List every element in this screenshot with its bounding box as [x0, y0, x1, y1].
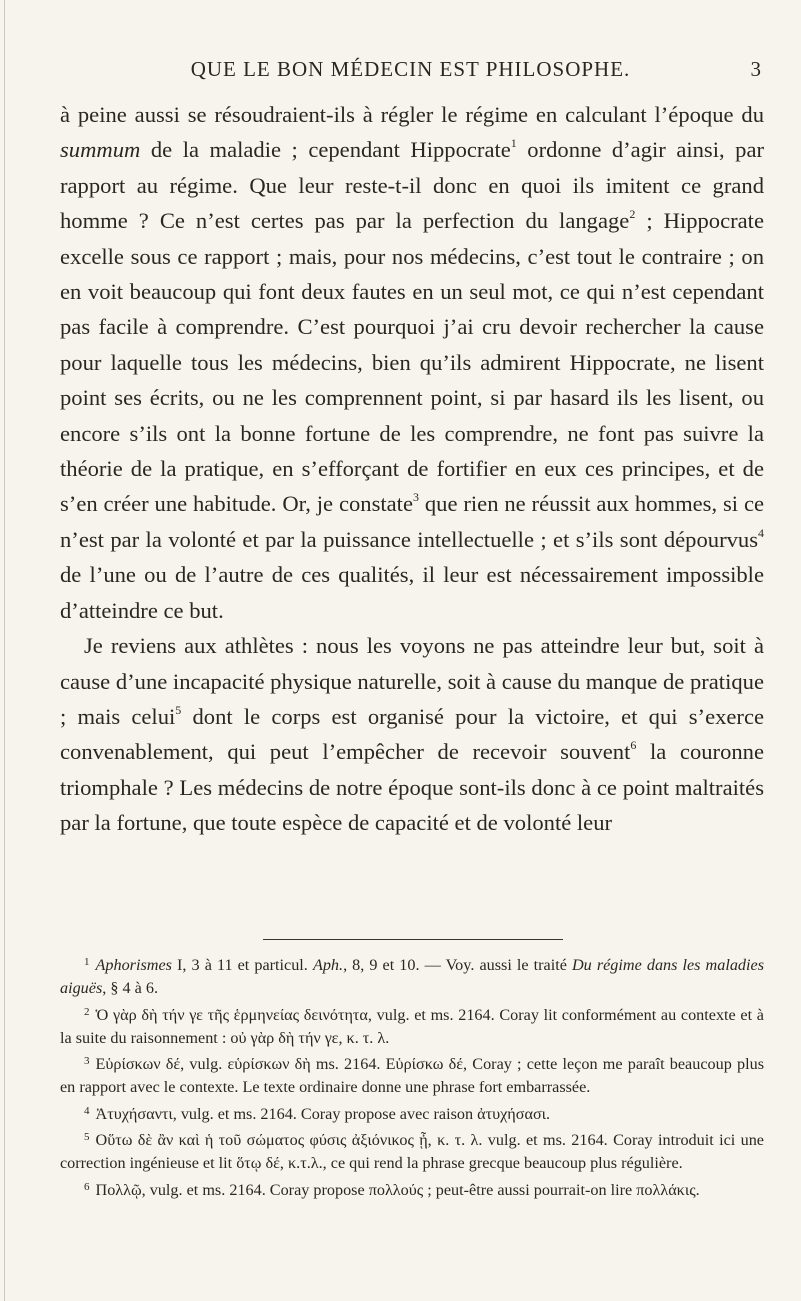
main-text — [60, 97, 764, 841]
paragraph-1 — [60, 97, 764, 628]
text-run: Οὕτω δὲ ἂν καὶ ἡ τοῦ σώματος φύσις ἀξιόνικος ᾖ, κ. τ. λ. vulg. et ms. 2164. Coray introduit ici une correction ingénieuse et lit ὅτῳ δέ, κ.τ.λ., ce qui rend la phrase grecque beaucoup plus régulière. — [60, 1131, 764, 1173]
footnote-ref: 1 — [510, 136, 517, 151]
footnote-ref: 6 — [630, 738, 637, 753]
italic-text: Du régime dans les maladies aiguës — [60, 956, 765, 998]
footnote — [60, 1126, 764, 1176]
footnote-ref: 5 — [175, 702, 182, 717]
text-run: la couronne triomphale ? Les médecins de notre époque sont-ils donc à ce point maltraités par la fortune, que toute espèce de capacité et de volonté leur — [60, 739, 764, 836]
footnote-number: 6 — [84, 1180, 90, 1193]
text-run: , § 4 à 6. — [102, 979, 159, 998]
footnote-number: 1 — [84, 956, 90, 968]
italic-text: summum — [60, 137, 141, 163]
text-run: Εὑρίσκων δέ, vulg. εὑρίσκων δὴ ms. 2164. Εὑρίσκω δέ, Coray ; cette leçon me paraît beaucoup plus en rapport avec le contexte. Le texte ordinaire donne une phrase fort embarrassée. — [60, 1055, 764, 1097]
running-head: QUE LE BON MÉDECIN EST PHILOSOPHE. — [190, 57, 631, 81]
text-run: à peine aussi se résoudraient-ils à régler le régime en calculant l’époque du — [60, 102, 764, 127]
footnote — [60, 1100, 764, 1126]
footnote-ref: 2 — [629, 207, 636, 222]
text-run: Πολλῷ, vulg. et ms. 2164. Coray propose πολλούς ; peut-être aussi pourrait-on lire πολλάκις. — [95, 1180, 700, 1199]
italic-text: Aphorismes — [95, 956, 172, 974]
text-run: ordonne d’agir ainsi, par rapport au régime. Que leur reste-t-il donc en quoi ils imitent ce grand homme ? Ce n’est certes pas par la perfection du langage — [60, 137, 764, 234]
page-header — [60, 54, 761, 84]
text-run: Ὁ γὰρ δὴ τήν γε τῆς ἑρμηνείας δεινότητα, vulg. et ms. 2164. Coray lit conformément au contexte et à la suite du raisonnement : οὐ γὰρ δὴ τήν γε, κ. τ. λ. — [60, 1005, 764, 1047]
text-run: de la maladie ; cependant Hippocrate — [140, 137, 511, 163]
text-run: Je reviens aux athlètes : nous les voyons ne pas atteindre leur but, soit à cause d’une incapacité physique naturelle, soit à cause du manque de pratique ; mais celui — [60, 633, 764, 729]
text-run: de l’une ou de l’autre de ces qualités, il leur est nécessairement impossible d’atteindre ce but. — [60, 562, 764, 623]
footnote — [60, 951, 764, 1001]
footnote-ref: 3 — [413, 490, 419, 505]
text-run: Ἀτυχήσαντι, vulg. et ms. 2164. Coray propose avec raison ἀτυχήσασι. — [95, 1104, 551, 1123]
footnote-ref: 4 — [758, 525, 764, 540]
footnote-number: 2 — [84, 1005, 90, 1018]
page-edge — [4, 0, 5, 1301]
footnote-number: 4 — [84, 1104, 90, 1117]
paragraph-2 — [60, 628, 764, 840]
footnote-number: 3 — [84, 1055, 90, 1068]
footnote — [60, 1001, 764, 1051]
text-run: que rien ne réussit aux hommes, si ce n’est par la volonté et par la puissance intellectuelle ; et s’ils sont dépourvus — [60, 491, 764, 552]
italic-text: Aph. — [312, 956, 344, 974]
text-run: , 8, 9 et 10. — Voy. aussi le traité — [343, 956, 572, 974]
footnotes — [60, 951, 764, 1202]
footnote — [60, 1176, 764, 1202]
text-run: I, 3 à 11 et particul. — [171, 956, 313, 974]
footnote-separator — [263, 939, 563, 940]
page-number: 3 — [750, 57, 761, 81]
footnote-number: 5 — [84, 1131, 90, 1144]
text-run: ; Hippocrate excelle sous ce rapport ; mais, pour nos médecins, c’est tout le contraire ; on en voit beaucoup qui font deux fautes en un seul mot, ce qui n’est cependant pas facile à comprendre. C’est pourquoi j’ai cru devoir rechercher la cause pour laquelle tous les médecins, bien qu’ils admirent Hippocrate, ne lisent point ses écrits, ou ne les comprennent point, si par hasard ils les lisent, ou encore s’ils ont la bonne fortune de les comprendre, ne font pas suivre la théorie de la pratique, en s’efforçant de fortifier en eux ces principes, et de s’en créer une habitude. Or, je constate — [60, 208, 764, 517]
text-run: dont le corps est organisé pour la victoire, et qui s’exerce convenablement, qui peut l’empêcher de recevoir souvent — [60, 703, 765, 765]
footnote — [60, 1050, 764, 1100]
